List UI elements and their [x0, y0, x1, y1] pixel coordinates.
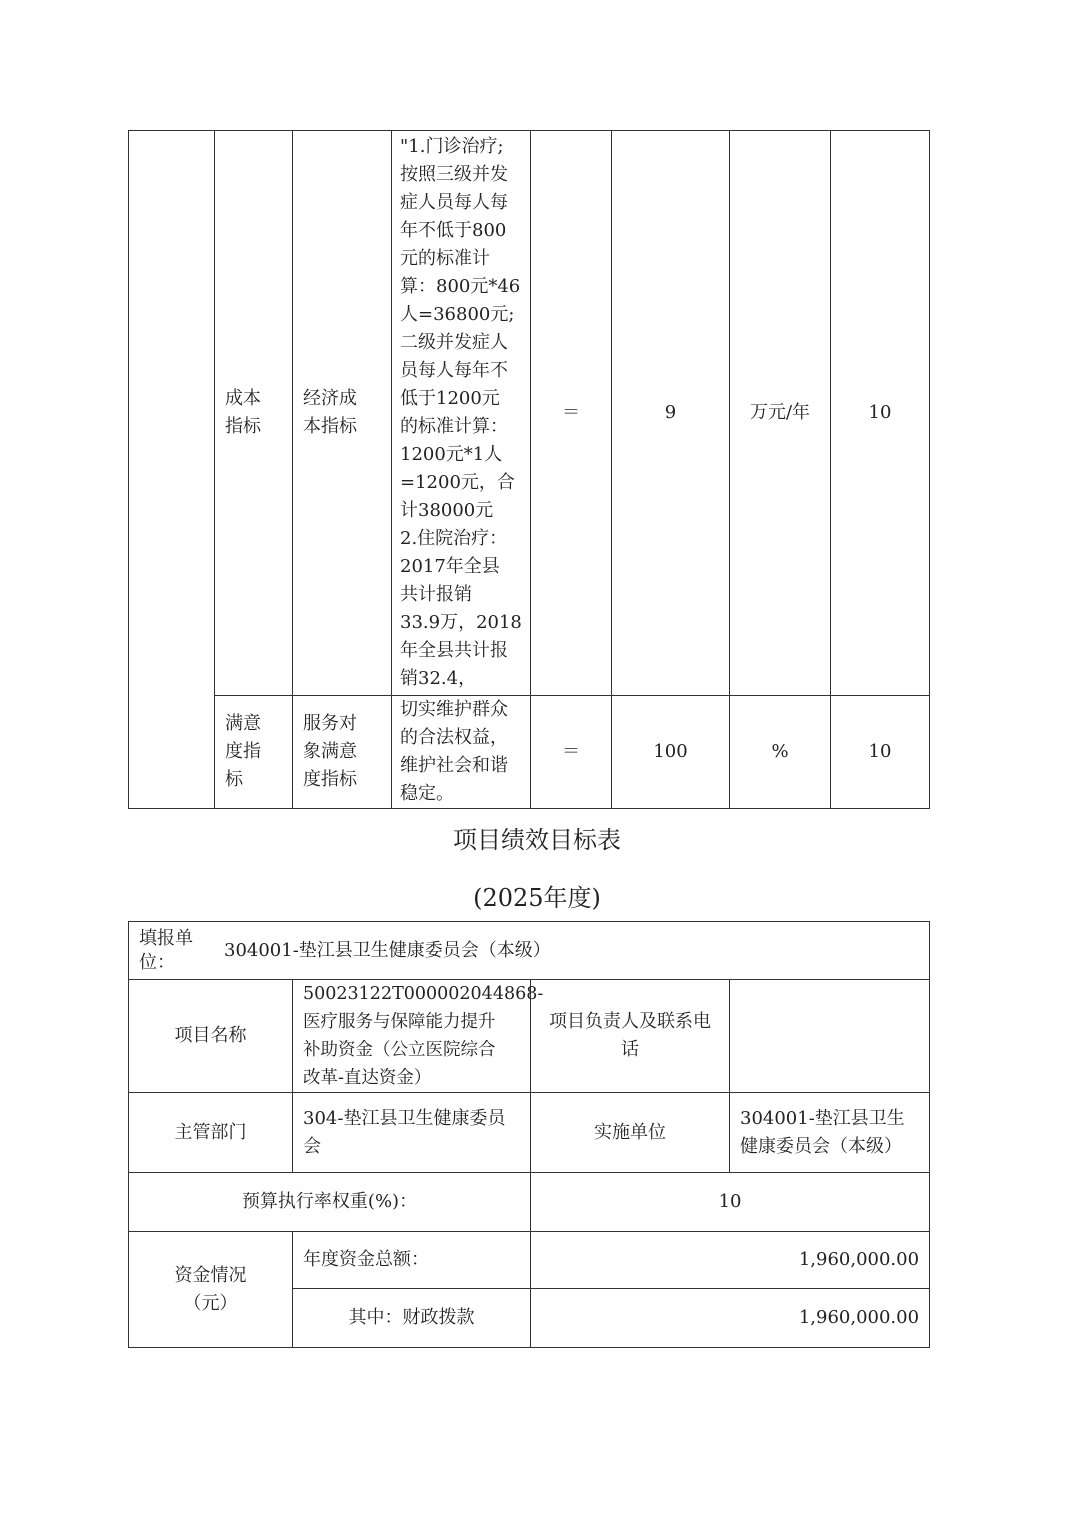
target-value-cell: 9 — [612, 131, 730, 696]
fiscal-allocation-value: 1,960,000.00 — [531, 1289, 930, 1348]
budget-weight-row — [129, 1173, 930, 1232]
project-name-row — [129, 980, 930, 1093]
page-subtitle: (2025年度) — [473, 884, 601, 912]
fill-unit-cell — [129, 922, 930, 980]
level3-indicator-cell: 经济成 本指标 — [293, 131, 392, 696]
department-row — [129, 1093, 930, 1173]
project-info-table — [128, 921, 930, 1348]
funds-label: 资金情况 （元） — [129, 1232, 293, 1348]
fiscal-allocation-label: 其中：财政拨款 — [293, 1289, 531, 1348]
project-name-label: 项目名称 — [129, 980, 293, 1093]
weight-cell: 10 — [831, 131, 930, 696]
annual-funds-row — [129, 1232, 930, 1289]
managing-dept-label: 主管部门 — [129, 1093, 293, 1173]
budget-weight-label: 预算执行率权重(%)： — [129, 1173, 531, 1232]
implementing-unit-value: 304001-垫江县卫生 健康委员会（本级） — [730, 1093, 930, 1173]
target-value-cell: 100 — [612, 696, 730, 809]
indicator-description-cell: 切实维护群众 的合法权益， 维护社会和谐 稳定。 — [392, 696, 531, 809]
level3-indicator-cell: 服务对 象满意 度指标 — [293, 696, 392, 809]
indicator-description-cell: "1.门诊治疗; 按照三级并发 症人员每人每 年不低于800 元的标准计 算：800元*46 人=36800元; 二级并发症人 员每人每年不 低于1200元 的标准计算： 1200元*1人 =1200元，合 计38000元 2.住院治疗： 2017年全县 共计报销 33.9万，2018 年全县共计报 销32.4， — [392, 131, 531, 696]
operator-cell: ＝ — [531, 696, 612, 809]
page-title: 项目绩效目标表 — [453, 826, 621, 854]
fill-unit-value: 304001-垫江县卫生健康委员会（本级） — [224, 939, 551, 961]
implementing-unit-label: 实施单位 — [531, 1093, 730, 1173]
fill-unit-label: 填报单 位： — [139, 927, 193, 973]
weight-cell: 10 — [831, 696, 930, 809]
annual-total-label: 年度资金总额： — [293, 1232, 531, 1289]
contact-value — [730, 980, 930, 1093]
unit-cell: % — [730, 696, 831, 809]
fill-unit-row — [129, 922, 930, 980]
unit-cell: 万元/年 — [730, 131, 831, 696]
project-name-value: 50023122T000002044868- 医疗服务与保障能力提升 补助资金（公立医院综合 改革-直达资金） — [293, 980, 531, 1093]
annual-total-value: 1,960,000.00 — [531, 1232, 930, 1289]
level2-indicator-cell: 成本 指标 — [215, 131, 293, 696]
operator-cell: ＝ — [531, 131, 612, 696]
level2-indicator-cell: 满意 度指 标 — [215, 696, 293, 809]
level1-indicator-cell — [129, 131, 215, 809]
satisfaction-indicator-row — [129, 696, 930, 809]
budget-weight-value: 10 — [531, 1173, 930, 1232]
performance-indicator-table-continued — [128, 130, 930, 809]
cost-indicator-row — [129, 131, 930, 696]
contact-label: 项目负责人及联系电 话 — [531, 980, 730, 1093]
managing-dept-value: 304-垫江县卫生健康委员 会 — [293, 1093, 531, 1173]
